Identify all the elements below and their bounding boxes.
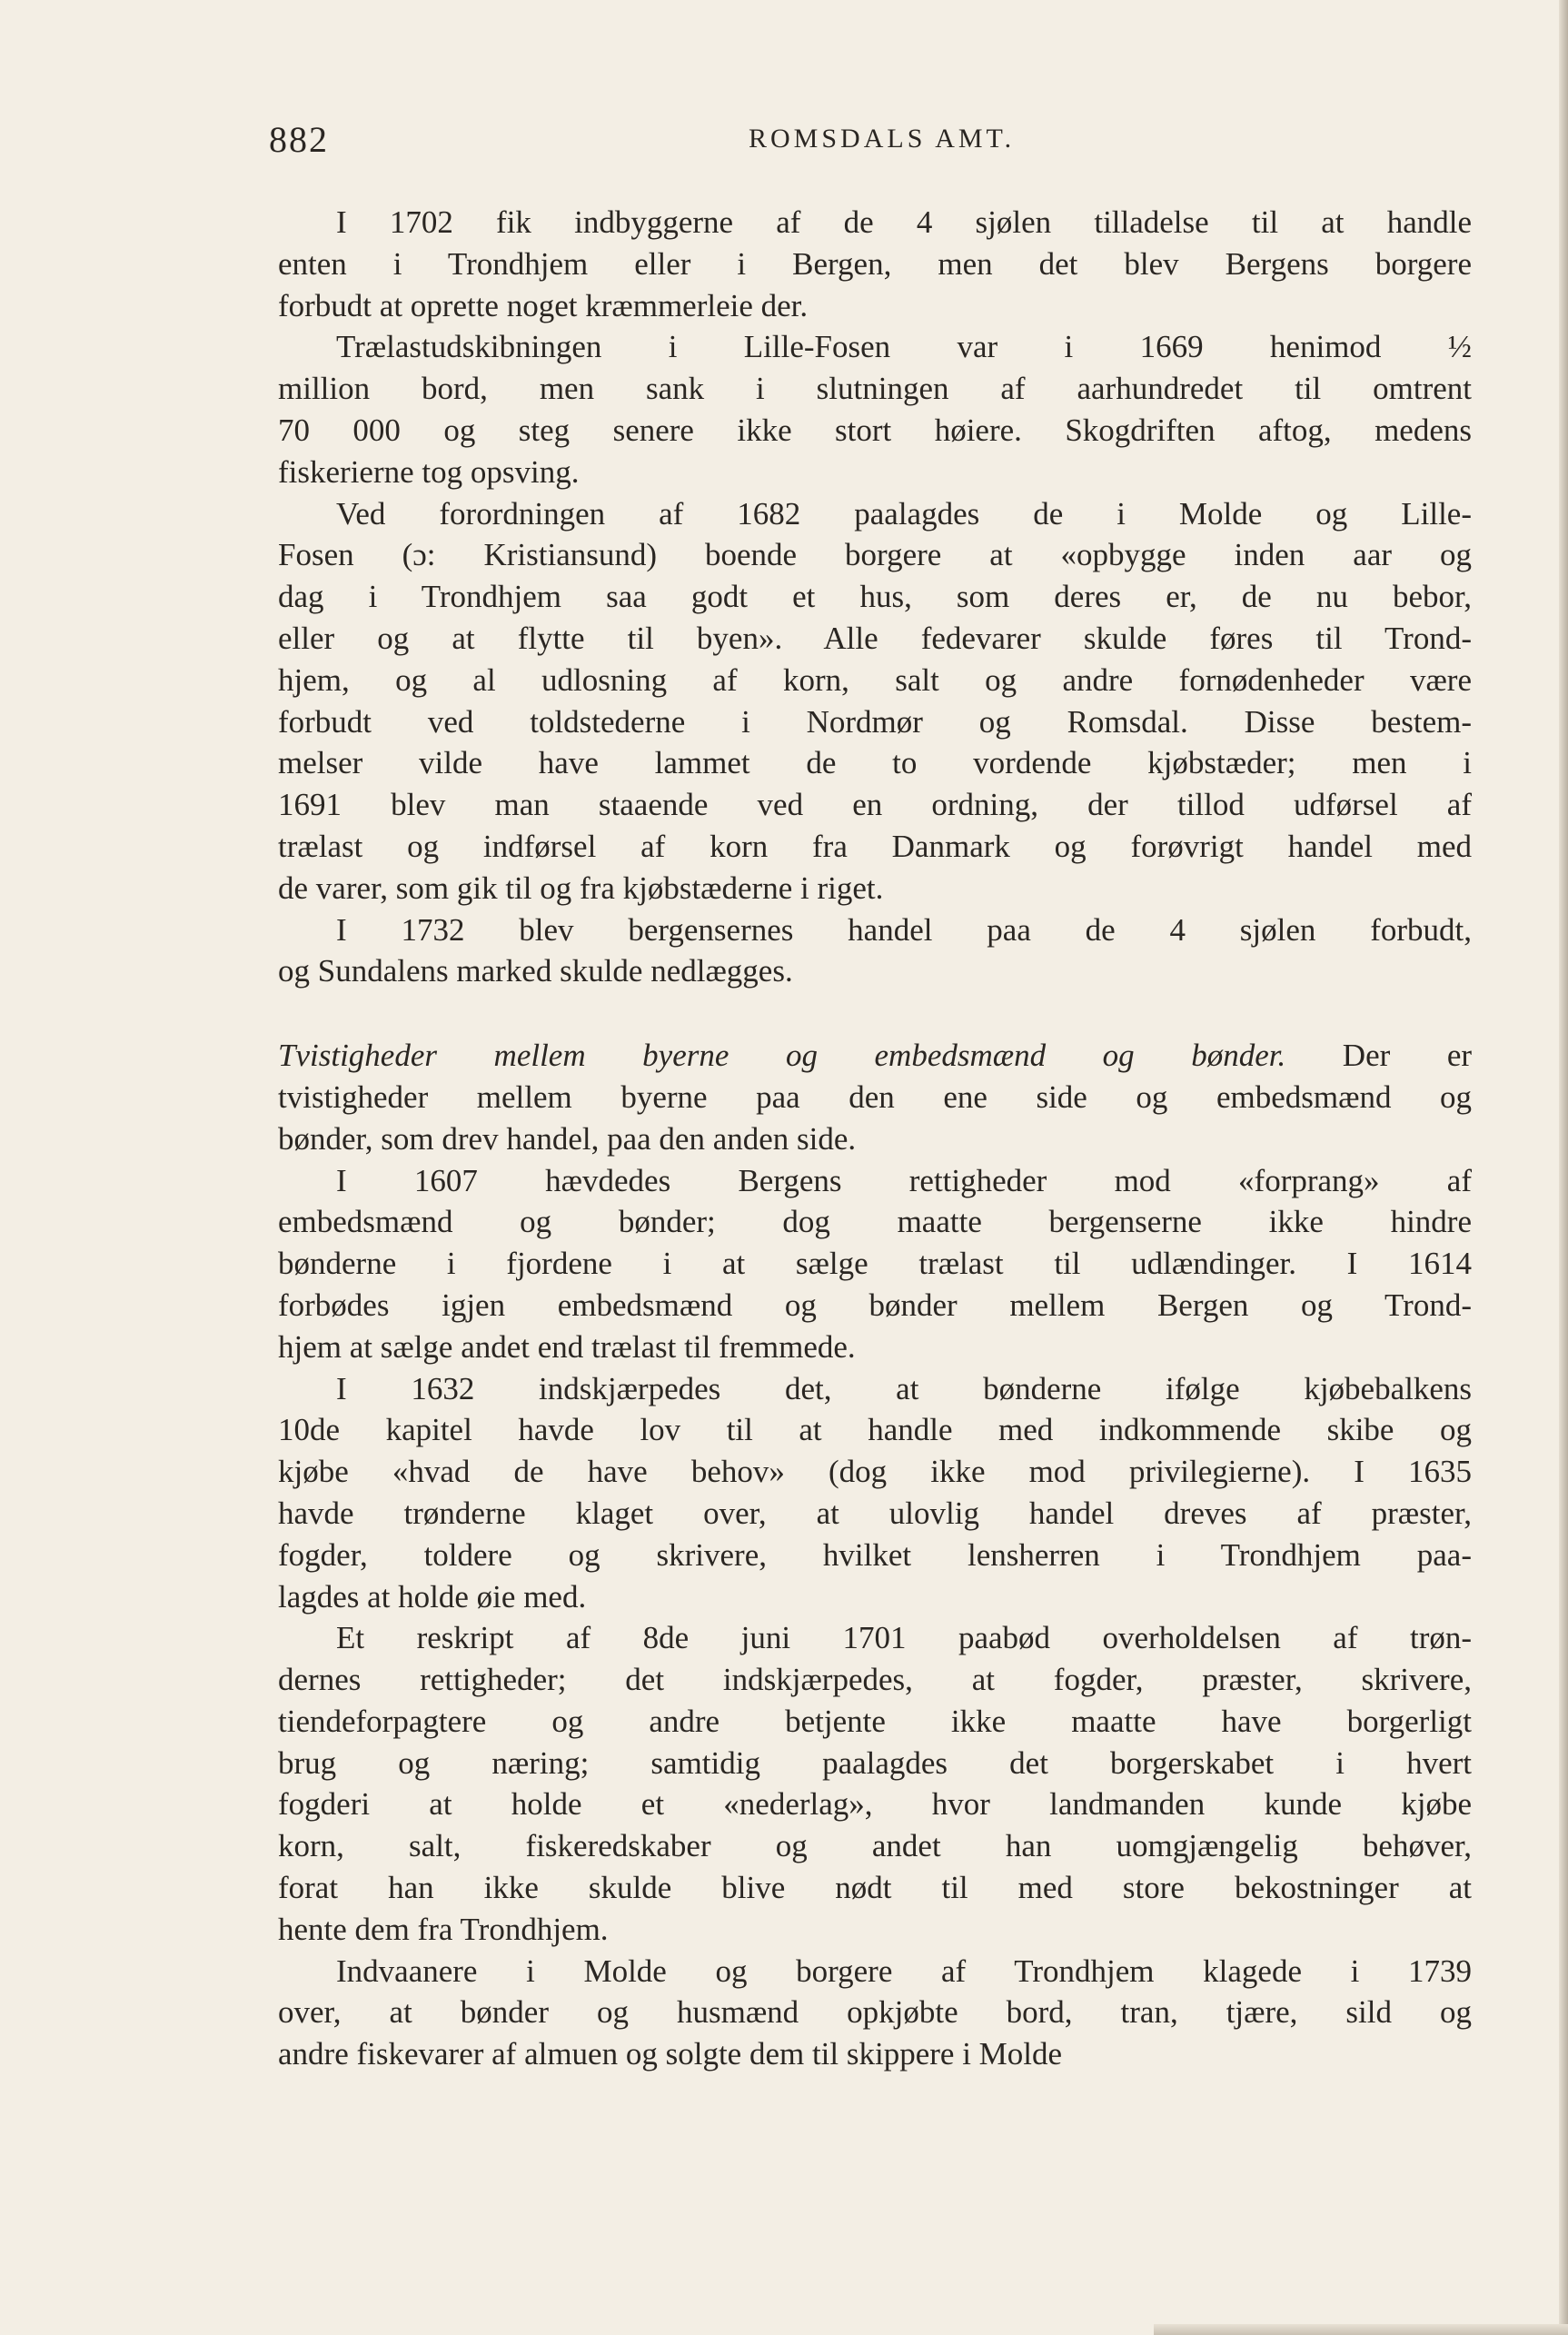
text-line: tvistigheder mellem byerne paa den ene side og embedsmænd og: [278, 1078, 1472, 1115]
section-heading-rest: Der er: [1342, 1038, 1473, 1074]
text-line: andre fiskevarer af almuen og solgte dem til skippere i Molde: [278, 2036, 1063, 2072]
text-line: brug og næring; samtidig paalagdes det borgerskabet i hvert: [278, 1744, 1472, 1781]
body-text: [278, 202, 1472, 2075]
text-line: Ved forordningen af 1682 paalagdes de i Molde og Lille-: [336, 495, 1472, 532]
text-line: fiskerierne tog opsving.: [278, 453, 580, 490]
paragraph: [278, 1077, 1472, 1160]
text-line: forbødes igjen embedsmænd og bønder mellem Bergen og Trond-: [278, 1287, 1472, 1323]
paragraph: [278, 1368, 1472, 1618]
text-line: I 1607 hævdedes Bergens rettigheder mod «forprang» af: [336, 1162, 1472, 1198]
text-line: 70 000 og steg senere ikke stort høiere. Skogdriften aftog, medens: [278, 412, 1472, 448]
text-line: og Sundalens marked skulde nedlægges.: [278, 953, 793, 989]
text-line: korn, salt, fiskeredskaber og andet han uomgjængelig behøver,: [278, 1828, 1472, 1864]
text-line: I 1632 indskjærpedes det, at bønderne ifølge kjøbebalkens: [336, 1370, 1472, 1406]
text-line: dernes rettigheder; det indskjærpedes, at fogder, præster, skrivere,: [278, 1662, 1472, 1698]
running-head: ROMSDALS AMT.: [749, 124, 1016, 154]
text-line: fogderi at holde et «nederlag», hvor landmanden kunde kjøbe: [278, 1786, 1472, 1823]
paragraph: [278, 493, 1472, 909]
text-line: over, at bønder og husmænd opkjøbte bord, tran, tjære, sild og: [278, 1994, 1472, 2031]
text-line: de varer, som gik til og fra kjøbstæderne i riget.: [278, 869, 884, 906]
section-gap: [278, 992, 1472, 1035]
text-line: forbudt ved toldstederne i Nordmør og Romsdal. Disse bestem-: [278, 703, 1472, 740]
text-line: Trælastudskibningen i Lille-Fosen var i 1669 henimod ½: [336, 329, 1472, 365]
text-line: forat han ikke skulde blive nødt til med store bekostninger at: [278, 1870, 1472, 1906]
text-part-1: [278, 202, 1472, 992]
text-line: embedsmænd og bønder; dog maatte bergenserne ikke hindre: [278, 1204, 1472, 1240]
text-line: Fosen (ɔ: Kristiansund) boende borgere at «opbygge inden aar og: [278, 537, 1472, 573]
text-line: hjem, og al udlosning af korn, salt og andre fornødenheder være: [278, 661, 1472, 698]
paragraph: [278, 1617, 1472, 1950]
text-line: lagdes at holde øie med.: [278, 1578, 587, 1615]
text-line: hjem at sælge andet end trælast til fremmede.: [278, 1328, 856, 1365]
section-heading-line: [278, 1035, 1472, 1077]
text-line: melser vilde have lammet de to vordende kjøbstæder; men i: [278, 745, 1472, 781]
text-line: 10de kapitel havde lov til at handle med indkommende skibe og: [278, 1412, 1472, 1448]
text-line: eller og at flytte til byen». Alle fedevarer skulde føres til Trond-: [278, 620, 1472, 656]
page-header: [269, 118, 1477, 173]
text-part-2: [278, 1077, 1472, 2075]
page-edge: [1559, 0, 1568, 2335]
text-line: fogder, toldere og skrivere, hvilket lensherren i Trondhjem paa-: [278, 1536, 1472, 1573]
text-line: Et reskript af 8de juni 1701 paabød overholdelsen af trøn-: [336, 1620, 1472, 1656]
paragraph: [278, 1951, 1472, 2075]
section-heading: Tvistigheder mellem byerne og embedsmænd og bønder.: [278, 1038, 1286, 1074]
paragraph: [278, 326, 1472, 492]
paragraph: [278, 1160, 1472, 1368]
text-line: kjøbe «hvad de have behov» (dog ikke mod privilegierne). I 1635: [278, 1454, 1472, 1490]
text-line: I 1702 fik indbyggerne af de 4 sjølen tilladelse til at handle: [336, 204, 1472, 240]
text-line: dag i Trondhjem saa godt et hus, som deres er, de nu bebor,: [278, 579, 1472, 615]
paragraph: [278, 909, 1472, 993]
text-line: hente dem fra Trondhjem.: [278, 1911, 609, 1947]
page-number: 882: [269, 119, 329, 160]
text-line: havde trønderne klaget over, at ulovlig handel dreves af præster,: [278, 1495, 1472, 1531]
paragraph: [278, 202, 1472, 326]
text-line: bønder, som drev handel, paa den anden side.: [278, 1120, 857, 1157]
text-line: million bord, men sank i slutningen af aarhundredet til omtrent: [278, 371, 1472, 407]
text-line: 1691 blev man staaende ved en ordning, der tillod udførsel af: [278, 787, 1472, 823]
page-bottom-edge: [1154, 2324, 1568, 2335]
text-line: bønderne i fjordene i at sælge trælast til udlændinger. I 1614: [278, 1246, 1472, 1282]
text-line: I 1732 blev bergensernes handel paa de 4 sjølen forbudt,: [336, 911, 1472, 948]
text-line: Indvaanere i Molde og borgere af Trondhjem klagede i 1739: [336, 1952, 1472, 1989]
text-line: forbudt at oprette noget kræmmerleie der.: [278, 287, 809, 323]
text-line: trælast og indførsel af korn fra Danmark og forøvrigt handel med: [278, 828, 1472, 864]
text-line: tiendeforpagtere og andre betjente ikke maatte have borgerligt: [278, 1703, 1472, 1739]
text-line: enten i Trondhjem eller i Bergen, men det blev Bergens borgere: [278, 245, 1472, 282]
